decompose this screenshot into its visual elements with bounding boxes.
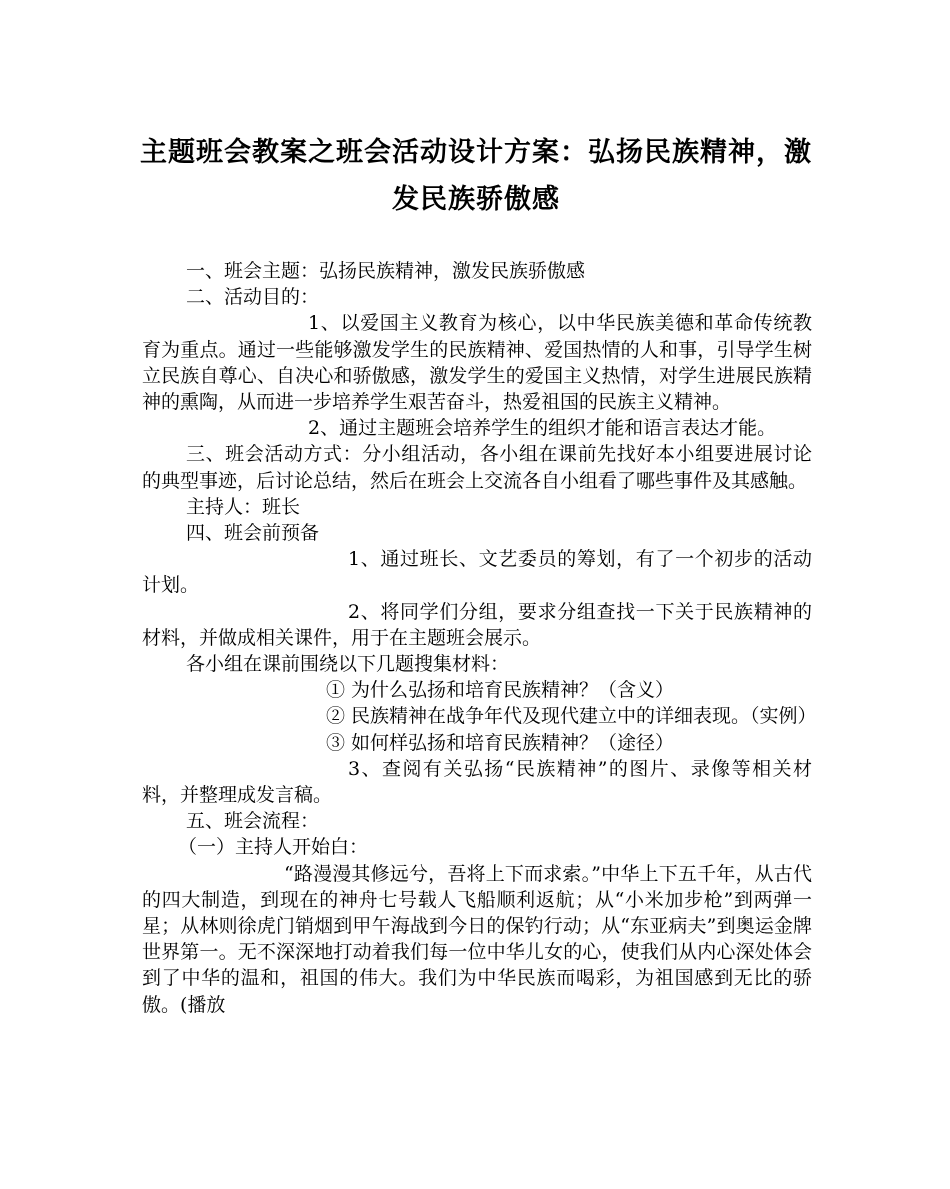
document-body: [142, 258, 817, 1018]
host-opening-speech: “路漫漫其修远兮，吾将上下而求索。”中华上下五千年，从古代的四大制造，到现在的神舟七号载人飞船顺利返航；从“小米加步枪”到两弹一星；从林则徐虎门销烟到甲午海战到今日的保钓行动；从“东亚病夫”到奥运金牌世界第一。无不深深地打动着我们每一位中华儿女的心，使我们从内心深处体会到了中华的温和，祖国的伟大。我们为中华民族而喝彩，为祖国感到无比的骄傲。(播放: [142, 862, 812, 1016]
section-activity-method: 三、班会活动方式：分小组活动，各小组在课前先找好本小组要进展讨论的典型事迹，后讨论总结，然后在班会上交流各自小组看了哪些事件及其感触。: [142, 443, 812, 492]
section-flow-heading: 五、班会流程：: [186, 810, 320, 833]
purpose-item-1: 1、以爱国主义教育为核心，以中华民族美德和革命传统教育为重点。通过一些能够激发学生的民族精神、爱国热情的人和事，引导学生树立民族自尊心、自决心和骄傲感，激发学生的爱国主义热情，对学生进展民族精神的熏陶，从而进一步培养学生艰苦奋斗，热爱祖国的民族主义精神。: [142, 312, 812, 414]
section-purpose-heading: 二、活动目的：: [186, 286, 320, 309]
flow-step-1-heading: （一）主持人开始白：: [178, 836, 369, 859]
section-theme: 一、班会主题：弘扬民族精神，激发民族骄傲感: [186, 260, 586, 282]
document-title-line-2: 发民族骄傲感: [392, 184, 560, 215]
section-preparation-heading: 四、班会前预备: [186, 522, 320, 545]
purpose-item-2: 2、通过主题班会培养学生的组织才能和语言表达才能。: [308, 417, 777, 440]
preparation-item-3: 3、查阅有关弘扬“民族精神”的图片、录像等相关材料，并整理成发言稿。: [142, 757, 812, 807]
materials-question-3: ③ 如何样弘扬和培育民族精神？（途径）: [326, 731, 675, 754]
materials-intro: 各小组在课前围绕以下几题搜集材料：: [186, 653, 510, 676]
preparation-item-2: 2、将同学们分组，要求分组查找一下关于民族精神的材料，并做成相关课件，用于在主题班会展示。: [142, 600, 812, 649]
document-title-line-1: 主题班会教案之班会活动设计方案：弘扬民族精神，激: [140, 137, 812, 168]
host-line: 主持人：班长: [186, 495, 301, 518]
preparation-item-1: 1、通过班长、文艺委员的筹划，有了一个初步的活动计划。: [142, 548, 812, 597]
materials-question-1: ① 为什么弘扬和培育民族精神？（含义）: [326, 679, 675, 702]
materials-question-2: ② 民族精神在战争年代及现代建立中的详细表现。（实例）: [326, 705, 817, 728]
